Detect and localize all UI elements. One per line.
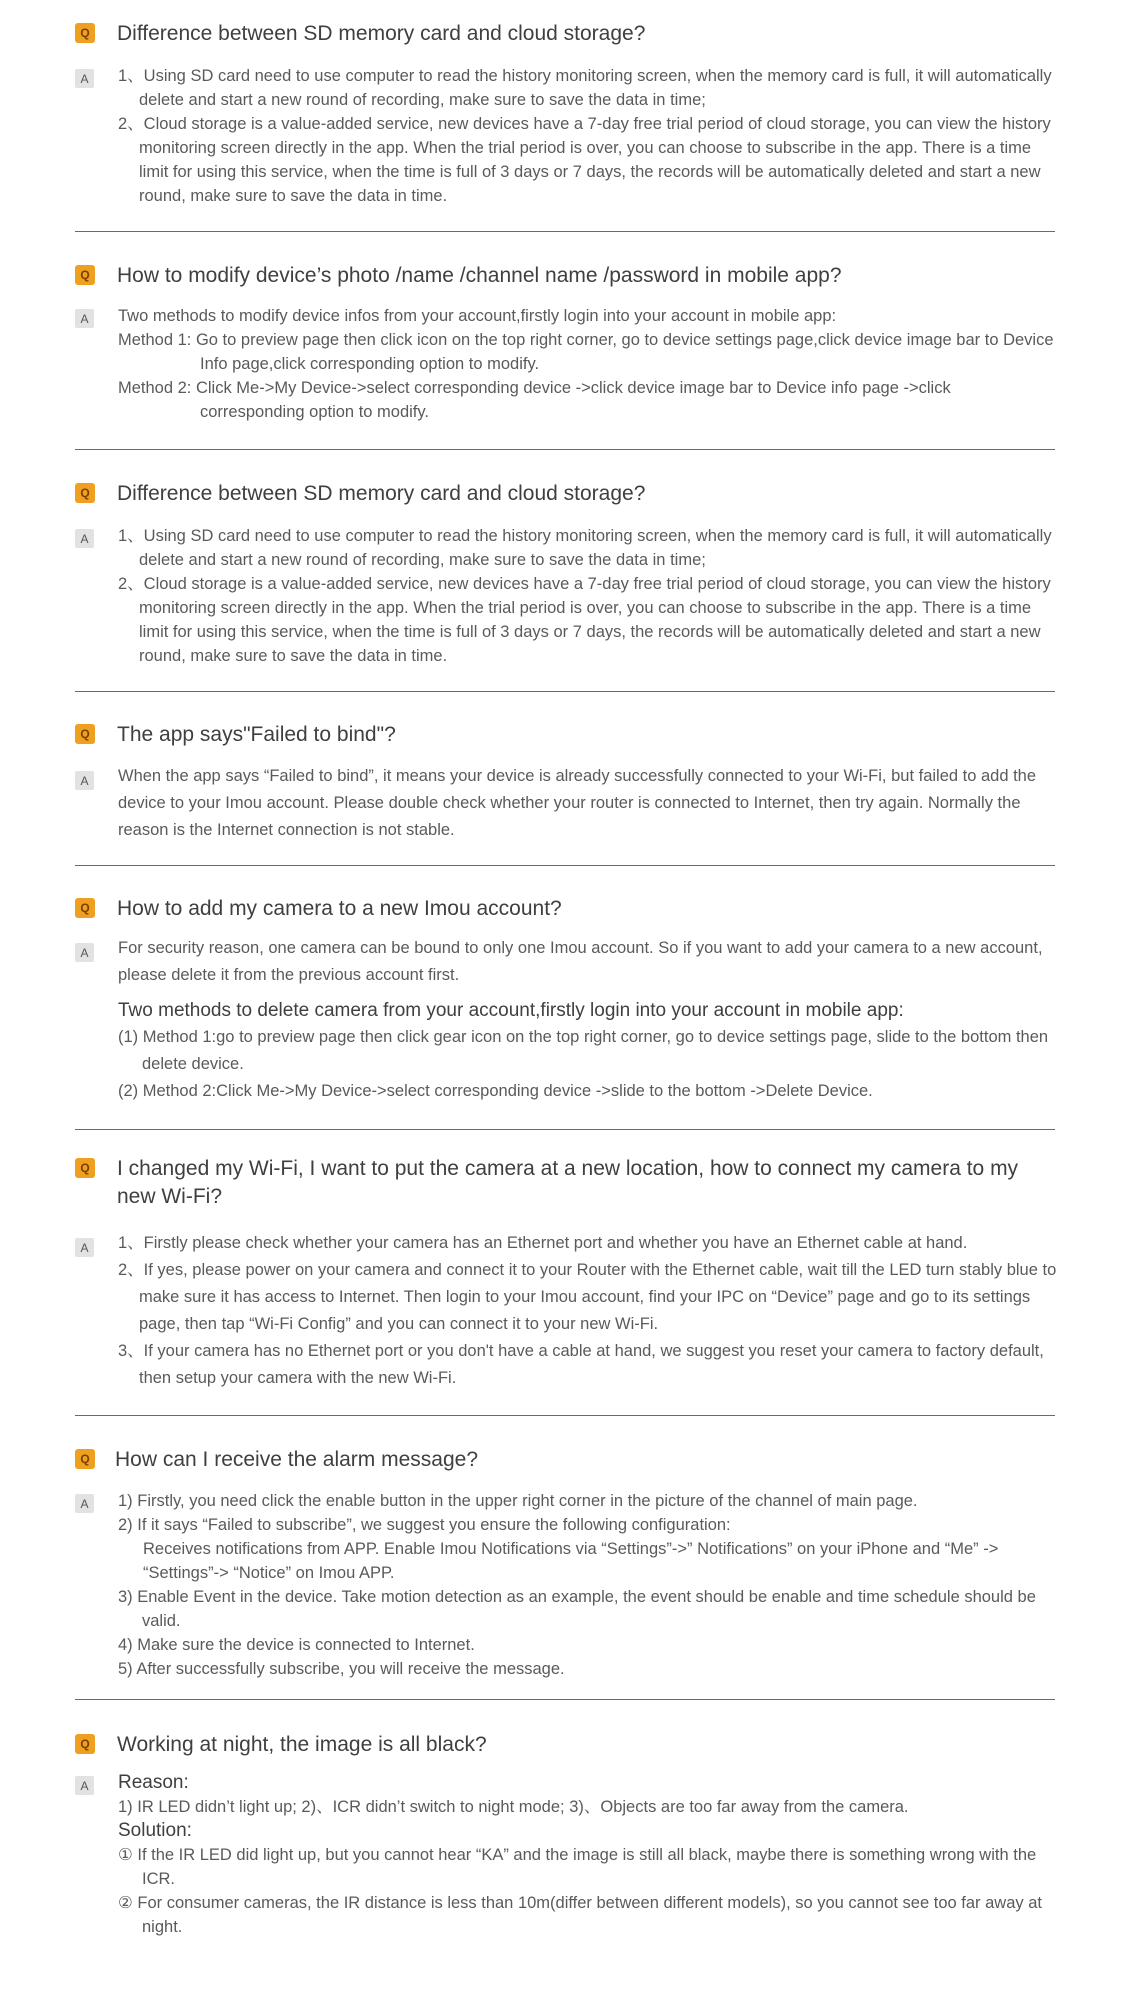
- answer-badge-icon: A: [75, 309, 94, 328]
- answer-body: [118, 64, 1058, 208]
- question-title: Difference between SD memory card and cloud storage?: [117, 22, 646, 45]
- question-badge-icon: Q: [75, 724, 95, 744]
- answer-line: (2) Method 2:Click Me->My Device->select corresponding device ->slide to the bottom ->Delete Device.: [118, 1082, 873, 1100]
- reason-label: Reason:: [118, 1772, 189, 1793]
- answer-intro: For security reason, one camera can be bound to only one Imou account. So if you want to add your camera to a new account, please delete it from the previous account first.: [118, 939, 1043, 984]
- answer-badge-icon: A: [75, 1776, 94, 1795]
- answer-line: 3) Enable Event in the device. Take motion detection as an example, the event should be enable and time schedule should be valid.: [118, 1588, 1036, 1630]
- answer-line: Method 2: Click Me->My Device->select corresponding device ->click device image bar to Device info page ->click corresponding option to modify.: [118, 379, 951, 421]
- answer-line: 2、Cloud storage is a value-added service, new devices have a 7-day free trial period of cloud storage, you can view the history monitoring screen directly in the app. When the trial period is over, you can choose to subscribe in the app. There is a time limit for using this service, when the time is full of 3 days or 7 days, the records will be automatically deleted and start a new round, make sure to save the data in time.: [118, 115, 1051, 205]
- answer-sub-note: Receives notifications from APP. Enable Imou Notifications via “Settings”->” Notifications” on your iPhone and “Me” -> “Settings”-> “Notice” on Imou APP.: [143, 1540, 999, 1582]
- question-title: How can I receive the alarm message?: [115, 1448, 478, 1471]
- answer-line: 1、Using SD card need to use computer to read the history monitoring screen, when the memory card is full, it will automatically delete and start a new round of recording, make sure to save the data in time;: [118, 527, 1052, 569]
- answer-line: 2、If yes, please power on your camera and connect it to your Router with the Ethernet cable, wait till the LED turn stably blue to make sure it has access to Internet. Then login to your Imou account, find your IPC on “Device” page and go to its settings page, then tap “Wi-Fi Config” and you can connect it to your new Wi-Fi.: [118, 1261, 1057, 1333]
- question-row: [75, 895, 1037, 923]
- answer-badge-icon: A: [75, 1238, 94, 1257]
- question-row: [75, 480, 1037, 508]
- answer-body: [118, 763, 1058, 844]
- question-badge-icon: Q: [75, 23, 95, 43]
- question-row: [75, 1731, 1037, 1759]
- answer-body: [118, 1489, 1058, 1681]
- answer-line: 1、Using SD card need to use computer to read the history monitoring screen, when the memory card is full, it will automatically delete and start a new round of recording, make sure to save the data in time;: [118, 67, 1052, 109]
- answer-line: 2、Cloud storage is a value-added service, new devices have a 7-day free trial period of cloud storage, you can view the history monitoring screen directly in the app. When the trial period is over, you can choose to subscribe in the app. There is a time limit for using this service, when the time is full of 3 days or 7 days, the records will be automatically deleted and start a new round, make sure to save the data in time.: [118, 575, 1051, 665]
- answer-line: 5) After successfully subscribe, you will receive the message.: [118, 1660, 565, 1678]
- section-divider: [75, 865, 1055, 866]
- question-badge-icon: Q: [75, 1158, 95, 1178]
- question-row: [75, 20, 1037, 48]
- solution-label: Solution:: [118, 1820, 192, 1841]
- answer-body: [118, 1230, 1058, 1392]
- answer-line: ② For consumer cameras, the IR distance is less than 10m(differ between different models), so you cannot see too far away at night.: [118, 1894, 1042, 1936]
- answer-line: 2) If it says “Failed to subscribe”, we suggest you ensure the following configuration:: [118, 1516, 731, 1534]
- section-divider: [75, 691, 1055, 692]
- answer-line: 3、If your camera has no Ethernet port or you don't have a cable at hand, we suggest you reset your camera to factory default, then setup your camera with the new Wi-Fi.: [118, 1342, 1044, 1387]
- section-divider: [75, 449, 1055, 450]
- question-title: How to modify device’s photo /name /channel name /password in mobile app?: [117, 264, 842, 287]
- question-badge-icon: Q: [75, 898, 95, 918]
- question-title: Working at night, the image is all black?: [117, 1733, 487, 1756]
- answer-subheading: Two methods to delete camera from your account,firstly login into your account in mobile app:: [118, 1000, 904, 1021]
- answer-line: When the app says “Failed to bind”, it means your device is already successfully connected to your Wi-Fi, but failed to add the device to your Imou account. Please double check whether your router is connected to Internet, then try again. Normally the reason is the Internet connection is not stable.: [118, 767, 1037, 839]
- question-row: [75, 1155, 1037, 1211]
- question-title: I changed my Wi-Fi, I want to put the camera at a new location, how to connect my camera to my new Wi-Fi?: [117, 1157, 1019, 1208]
- question-row: [75, 721, 1037, 749]
- question-badge-icon: Q: [75, 1449, 95, 1469]
- answer-line: 1) Firstly, you need click the enable button in the upper right corner in the picture of the channel of main page.: [118, 1492, 918, 1510]
- section-divider: [75, 231, 1055, 232]
- question-badge-icon: Q: [75, 1734, 95, 1754]
- answer-badge-icon: A: [75, 1494, 94, 1513]
- answer-intro: Two methods to modify device infos from your account,firstly login into your account in mobile app:: [118, 307, 837, 325]
- question-row: [75, 1446, 1035, 1474]
- answer-line: 1、Firstly please check whether your camera has an Ethernet port and whether you have an Ethernet cable at hand.: [118, 1234, 968, 1252]
- answer-line: 4) Make sure the device is connected to Internet.: [118, 1636, 475, 1654]
- answer-badge-icon: A: [75, 771, 94, 790]
- question-title: Difference between SD memory card and cloud storage?: [117, 482, 646, 505]
- answer-badge-icon: A: [75, 529, 94, 548]
- section-divider: [75, 1129, 1055, 1130]
- answer-line: (1) Method 1:go to preview page then click gear icon on the top right corner, go to device settings page, slide to the bottom then delete device.: [118, 1028, 1049, 1073]
- section-divider: [75, 1415, 1055, 1416]
- answer-body: [118, 304, 1058, 424]
- section-divider: [75, 1699, 1055, 1700]
- answer-body: [118, 1771, 1058, 1939]
- answer-line: Method 1: Go to preview page then click icon on the top right corner, go to device settings page,click device image bar to Device Info page,click corresponding option to modify.: [118, 331, 1054, 373]
- question-badge-icon: Q: [75, 483, 95, 503]
- reason-text: 1) IR LED didn’t light up; 2)、ICR didn’t switch to night mode; 3)、Objects are too far away from the camera.: [118, 1798, 909, 1816]
- question-title: How to add my camera to a new Imou account?: [117, 897, 562, 920]
- answer-badge-icon: A: [75, 69, 94, 88]
- question-badge-icon: Q: [75, 265, 95, 285]
- question-row: [75, 262, 1037, 290]
- question-title: The app says"Failed to bind"?: [117, 723, 396, 746]
- answer-badge-icon: A: [75, 943, 94, 962]
- answer-body: [118, 524, 1058, 668]
- answer-line: ① If the IR LED did light up, but you cannot hear “KA” and the image is still all black, maybe there is something wrong with the ICR.: [118, 1846, 1037, 1888]
- answer-body: [118, 935, 1058, 1105]
